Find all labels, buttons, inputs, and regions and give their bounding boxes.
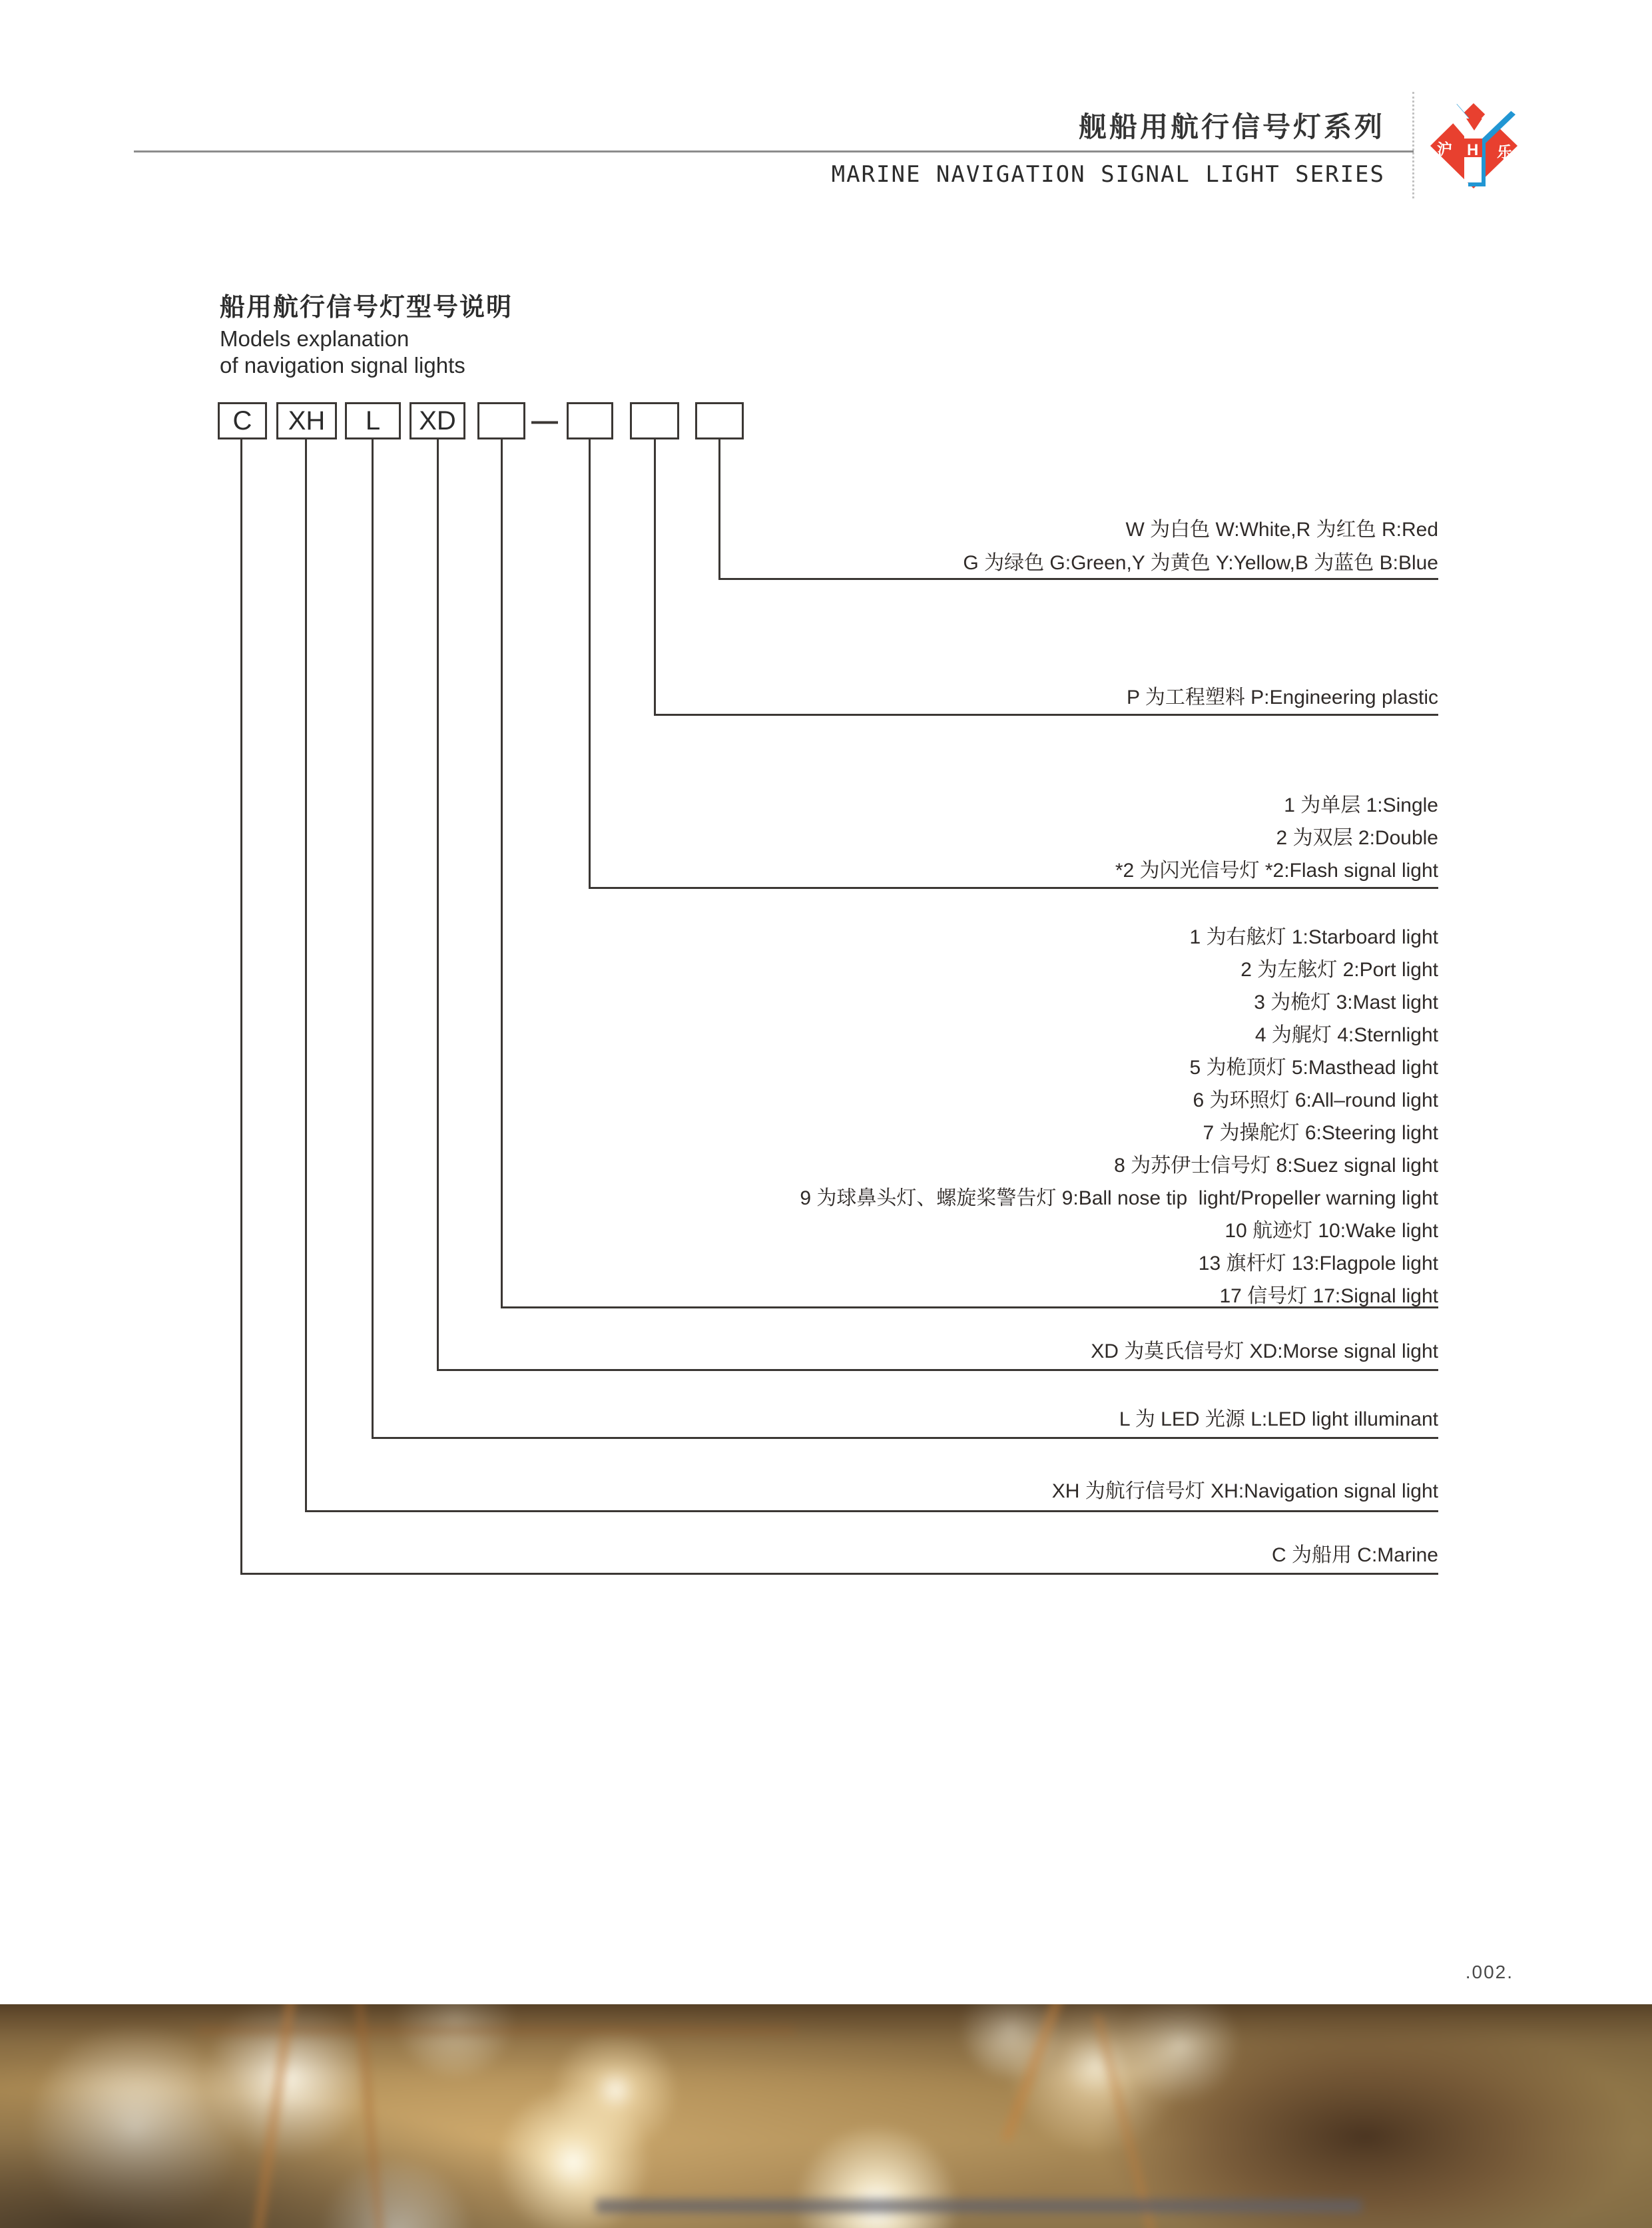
- model-box-type: [477, 402, 525, 439]
- connector-hline-material: [654, 714, 1438, 716]
- model-box-l: L: [345, 402, 401, 439]
- header-title-en: MARINE NAVIGATION SIGNAL LIGHT SERIES: [831, 161, 1385, 188]
- section-subtitle-line2: of navigation signal lights: [220, 353, 465, 378]
- explanation-line: 4 为艉灯 4:Sternlight: [1254, 1024, 1438, 1046]
- crane-streak: [1093, 2014, 1159, 2228]
- header-rule: [134, 150, 1414, 152]
- explanation-line: P 为工程塑料 P:Engineering plastic: [1127, 687, 1438, 708]
- explanation-line: 8 为苏伊士信号灯 8:Suez signal light: [1114, 1155, 1438, 1177]
- section-title-zh: 船用航行信号灯型号说明: [220, 294, 513, 322]
- section-subtitle-line1: Models explanation: [220, 326, 410, 351]
- page-number: .002.: [1465, 1962, 1514, 1982]
- connector-hline-xh: [305, 1510, 1438, 1512]
- crane-streak: [1001, 2004, 1067, 2141]
- harbor-night-photo: [0, 2004, 1652, 2228]
- explanation-line: 7 为操舵灯 6:Steering light: [1203, 1122, 1438, 1144]
- crane-streak: [252, 2004, 297, 2228]
- explanation-line: 5 为桅顶灯 5:Masthead light: [1189, 1057, 1438, 1079]
- header-title-zh: 舰船用航行信号灯系列: [1078, 111, 1385, 142]
- explanation-line: 1 为右舷灯 1:Starboard light: [1189, 926, 1438, 948]
- connector-vline-material: [654, 438, 656, 716]
- explanation-line: 10 航迹灯 10:Wake light: [1225, 1220, 1438, 1242]
- connector-hline-c: [240, 1573, 1438, 1575]
- explanation-line: 1 为单层 1:Single: [1284, 794, 1438, 816]
- explanation-line: 3 为桅灯 3:Mast light: [1254, 991, 1438, 1013]
- connector-hline-l: [372, 1437, 1438, 1439]
- connector-vline-color: [718, 438, 720, 580]
- explanation-line: XD 为莫氏信号灯 XD:Morse signal light: [1091, 1340, 1438, 1362]
- connector-vline-layer: [589, 438, 591, 889]
- model-code-separator: —: [531, 406, 558, 435]
- explanation-line: C 为船用 C:Marine: [1271, 1544, 1438, 1566]
- ship-hull-silhouette: [596, 2199, 1362, 2213]
- explanation-line: 13 旗杆灯 13:Flagpole light: [1198, 1253, 1438, 1274]
- model-box-c: C: [218, 402, 267, 439]
- explanation-line: 17 信号灯 17:Signal light: [1219, 1285, 1438, 1307]
- logo-char-1: 沪: [1437, 140, 1452, 158]
- header-dotted-divider: [1412, 92, 1414, 198]
- model-box-color: [695, 402, 744, 439]
- model-box-xd: XD: [410, 402, 465, 439]
- explanation-line: *2 为闪光信号灯 *2:Flash signal light: [1115, 860, 1438, 882]
- explanation-line: G 为绿色 G:Green,Y 为黄色 Y:Yellow,B 为蓝色 B:Blue: [963, 552, 1438, 574]
- connector-hline-layer: [589, 887, 1438, 889]
- connector-hline-color: [718, 578, 1438, 580]
- connector-hline-xd: [437, 1369, 1438, 1371]
- explanation-line: 2 为左舷灯 2:Port light: [1240, 959, 1438, 981]
- logo-char-3: 乐: [1497, 143, 1512, 160]
- explanation-line: L 为 LED 光源 L:LED light illuminant: [1119, 1408, 1438, 1430]
- crane-streak: [355, 2004, 384, 2228]
- explanation-line: 6 为环照灯 6:All–round light: [1193, 1089, 1438, 1111]
- connector-vline-l: [372, 438, 374, 1439]
- connector-vline-xd: [437, 438, 439, 1371]
- logo-char-2: H: [1467, 141, 1479, 159]
- explanation-line: W 为白色 W:White,R 为红色 R:Red: [1125, 519, 1438, 541]
- explanation-line: 9 为球鼻头灯、螺旋桨警告灯 9:Ball nose tip light/Propeller warning light: [800, 1187, 1438, 1209]
- connector-vline-xh: [305, 438, 307, 1512]
- harbor-photo-art: [0, 2004, 1652, 2228]
- model-box-xh: XH: [276, 402, 337, 439]
- company-logo-icon: [1429, 97, 1522, 198]
- explanation-line: XH 为航行信号灯 XH:Navigation signal light: [1051, 1480, 1438, 1502]
- model-box-layer: [567, 402, 613, 439]
- crane-beam-streak: [196, 2028, 796, 2034]
- connector-vline-c: [240, 438, 242, 1575]
- connector-vline-type: [501, 438, 503, 1308]
- explanation-line: 2 为双层 2:Double: [1276, 827, 1438, 849]
- model-box-material: [630, 402, 679, 439]
